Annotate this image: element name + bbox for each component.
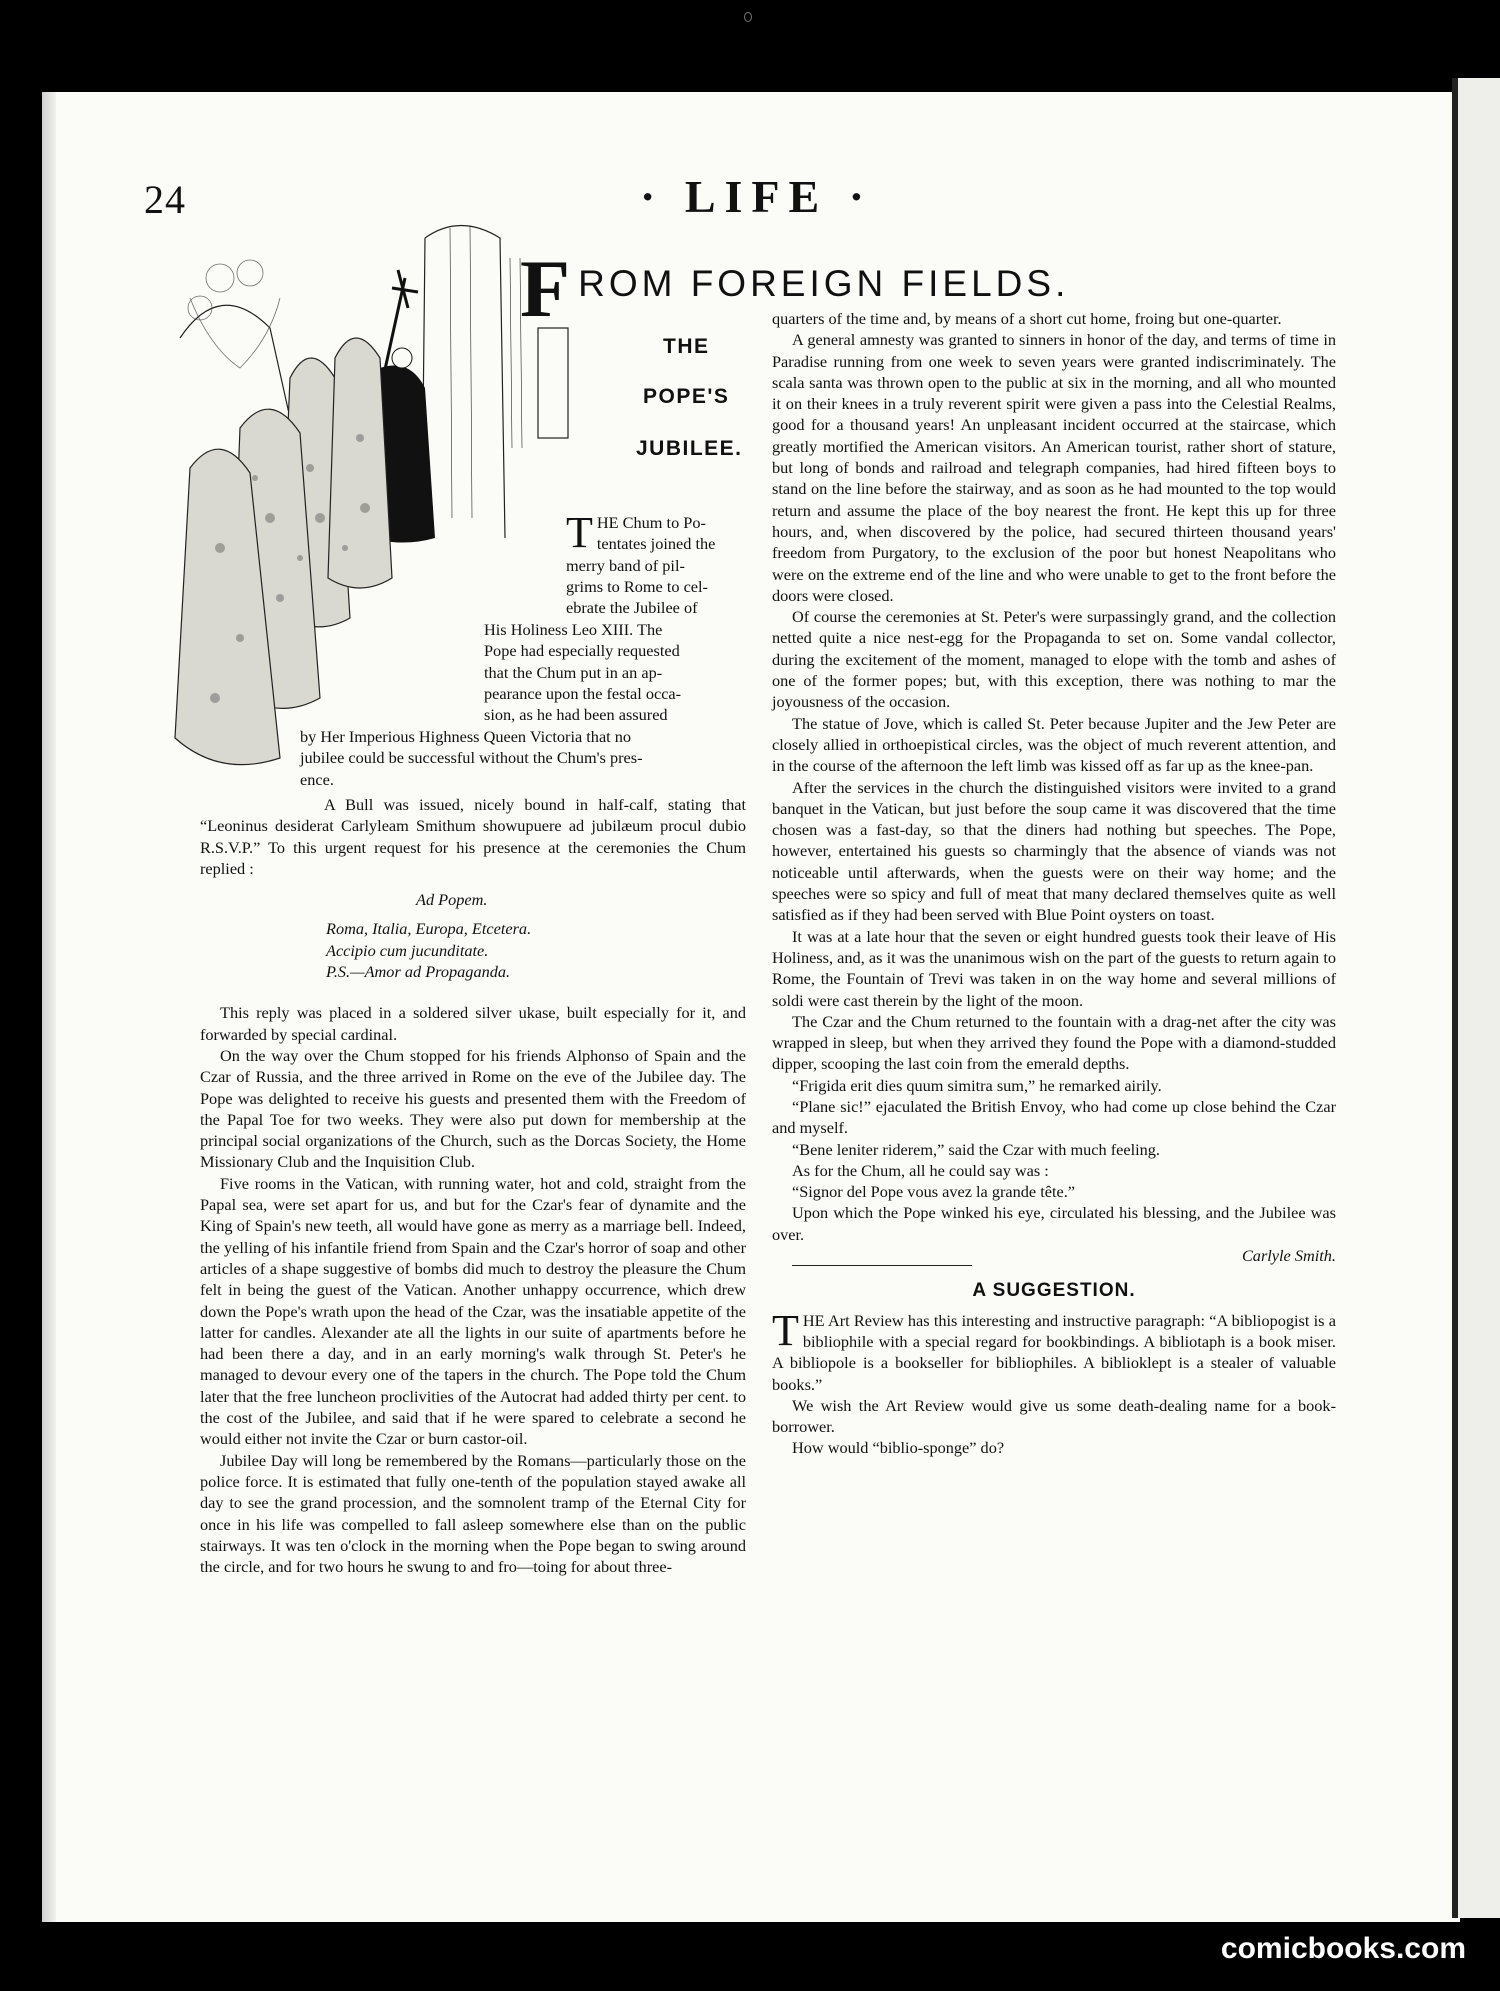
wrap-line: grims to Rome to cel-: [566, 576, 708, 596]
subhead-the: THE: [663, 335, 710, 358]
wrap-line: tentates joined the: [596, 534, 716, 554]
page-number: 24: [144, 177, 186, 222]
poem-line: Accipio cum jucunditate.: [326, 940, 489, 960]
right-paragraph: “Plane sic!” ejaculated the British Envoy, who had come up close behind the Czar and myself.: [772, 1096, 1336, 1138]
right-paragraph: The Czar and the Chum returned to the fountain with a drag-net after the city was wrapped in sleep, but when they arrived they found the Pope with a diamond-studded dipper, scooping the last coin from the emerald depths.: [772, 1011, 1336, 1074]
right-paragraph: A general amnesty was granted to sinners in honor of the day, and terms of time in Paradise running from one week to seven years were granted indiscriminately. The scala santa was thrown open to the public at six in the morning, and all who mounted it on their knees in a truly reverent spirit were given a pass into the Celestial Realms, good for a thousand years! An unpleasant incident occurred at the staircase, which greatly mortified the American visitors. An American tourist, rather short of stature, but long of bonds and railroad and telegraph companies, had hired fifteen boys to stand on the line before the stairway, and as soon as he had mounted to the top would return and assume the place of the boy nearest the front. He kept this up for three hours, and, when discovered by the police, had secured thirteen thousand years' freedom from Purgatory, to the exclusion of the poor but honest Neapolitans who were on the extreme end of the line and who were unable to get to the front before the doors were closed.: [772, 330, 1336, 605]
signoff-row: [772, 1245, 1336, 1266]
opening-paragraph-wrap-b: [484, 619, 746, 725]
subhead-jubilee: JUBILEE.: [636, 437, 743, 460]
wrap-line: HE Chum to Po-: [596, 513, 706, 532]
opening-paragraph-wrap-c: [300, 726, 746, 790]
wrap-line: pearance upon the festal occa-: [484, 683, 682, 703]
page-gutter-shadow: [42, 92, 56, 1922]
right-paragraph: “Signor del Pope vous avez la grande tête.”: [792, 1182, 1076, 1202]
subhead-popes: POPE'S: [643, 385, 730, 408]
watermark: comicbooks.com: [1220, 1932, 1466, 1965]
latin-reply: [200, 889, 746, 982]
wrap-line: by Her Imperious Highness Queen Victoria that no: [300, 727, 632, 746]
masthead: · LIFE ·: [640, 171, 874, 222]
poem-line: Roma, Italia, Europa, Etcetera.: [326, 919, 532, 939]
right-paragraph: “Frigida erit dies quum simitra sum,” he remarked airily.: [792, 1075, 1162, 1095]
wrap-line: jubilee could be successful without the Chum's pres-: [300, 748, 643, 768]
wrap-line: merry band of pil-: [566, 555, 685, 575]
left-column: [200, 794, 746, 1577]
right-paragraph: After the services in the church the distinguished visitors were invited to a grand banquet in the Vatican, but just before the soup came it was discovered that the time chosen was a fast-day, so that the diners had nothing but speeches. The Pope, however, entertained his guests so charmingly that the absence of viands was not noticeable until afterwards, when the guests were on their way home; and the speeches were so spicy and full of meat that many declared themselves quite as well satisfied as if they had been served with Blue Point oysters on toast.: [772, 777, 1336, 925]
headline-drop-letter: F: [520, 243, 575, 334]
headline-rest: ROM FOREIGN FIELDS.: [578, 263, 1070, 304]
left-paragraph: Jubilee Day will long be remembered by the Romans—particularly those on the police force. It is estimated that fully one-tenth of the population stayed awake all day to see the grand procession, and the somnolent tramp of the Eternal City for once in his life was compelled to fall asleep somewhere else than on the public stairways. It was ten o'clock in the morning when the Pope began to swing around the circle, and for two hours he swung to and fro—toing for about three-: [200, 1450, 746, 1577]
right-paragraph: “Bene leniter riderem,” said the Czar with much feeling.: [792, 1139, 1160, 1159]
next-page-edge: [1452, 78, 1500, 1918]
wrap-line: His Holiness Leo XIII. The: [484, 620, 663, 639]
scan-mark: [744, 12, 752, 22]
right-paragraph: The statue of Jove, which is called St. Peter because Jupiter and the Jew Peter are closely allied in orthoepistical circles, was the object of much reverent attention, and in the course of the afternoon the left limb was kissed off as far up as the knee-pan.: [772, 713, 1336, 776]
right-paragraph: It was at a late hour that the seven or eight hundred guests took their leave of His Holiness, and, as it was the unanimous wish on the part of the guests to return again to Rome, the Fountain of Trevi was taken in on the way home and several millions of soldi were cast therein by the light of the moon.: [772, 926, 1336, 1010]
right-column: [772, 308, 1336, 1459]
author-signature: Carlyle Smith.: [1241, 1246, 1336, 1266]
left-paragraph: On the way over the Chum stopped for his friends Alphonso of Spain and the Czar of Russia, and the three arrived in Rome on the eve of the Jubilee day. The Pope was delighted to receive his guests and presented them with the Freedom of the Papal Toe for two weeks. They were also put down for membership at the principal social organizations of the Church, such as the Dorcas Society, the Home Missionary Club and the Inquisition Club.: [200, 1045, 746, 1172]
section-rule: [792, 1253, 972, 1266]
opening-paragraph-wrap: [566, 508, 746, 618]
drop-cap-t: T: [566, 508, 593, 557]
suggestion-paragraph: THE Art Review has this interesting and instructive paragraph: “A bibliopogist is a bibliophile with a special regard for bookbindings. A bibliotaph is a book miser. A bibliopole is a bookseller for bibliophiles. A biblioklept is a stealer of valuable books.”: [772, 1305, 1336, 1394]
right-paragraph: As for the Chum, all he could say was :: [792, 1160, 1049, 1180]
wrap-line: sion, as he had been assured: [484, 705, 668, 725]
right-paragraph: Of course the ceremonies at St. Peter's were surpassingly grand, and the collection netted quite a nice nest-egg for the Propaganda to set on. Some vandal collector, during the excitement of the moment, managed to elope with the tomb and ashes of one of the former popes; but, with this exception, there was nothing to mar the joyousness of the occasion.: [772, 607, 1336, 712]
wrap-line: that the Chum put in an ap-: [484, 662, 663, 682]
poem-line: P.S.—Amor ad Propaganda.: [326, 962, 511, 982]
suggestion-title: A SUGGESTION.: [972, 1280, 1136, 1302]
bull-paragraph: A Bull was issued, nicely bound in half-calf, stating that “Leoninus desiderat Carlyleam Smithum showupuere ad jubilæum procul dubio R.S.V.P.” To this urgent request for his presence at the ceremonies the Chum replied :: [200, 795, 746, 878]
poem-line: Ad Popem.: [416, 890, 488, 910]
wrap-line: ebrate the Jubilee of: [566, 598, 698, 618]
suggestion-paragraph: How would “biblio-sponge” do?: [792, 1438, 1005, 1458]
drop-cap-t-2: T: [772, 1305, 799, 1355]
closing-paragraph: Upon which the Pope winked his eye, circulated his blessing, and the Jubilee was over.: [772, 1203, 1336, 1244]
wrap-line: ence.: [300, 769, 334, 789]
right-paragraph: quarters of the time and, by means of a short cut home, froing but one-quarter.: [772, 309, 1282, 328]
left-paragraph: This reply was placed in a soldered silver ukase, built especially for it, and forwarded by special cardinal.: [200, 1003, 746, 1044]
wrap-line: Pope had especially requested: [484, 641, 680, 661]
left-paragraph: Five rooms in the Vatican, with running water, hot and cold, straight from the Papal sea, were set apart for us, and but for the Czar's fear of dynamite and the King of Spain's new teeth, all would have gone as merry as a marriage bell. Indeed, the yelling of his infantile friend from Spain and the Czar's horror of soap and other articles of a shape suggestive of bombs did much to destroy the pleasure the Chum felt in being the guest of the Vatican. Another unhappy occurrence, which drew down the Pope's wrath upon the head of the Czar, was the insatiable appetite of the latter for candles. Alexander ate all the lights in our suite of apartments before he had been there a day, and in an early morning's walk through St. Peter's he managed to devour every one of the tapers in the church. The Pope told the Chum later that the free luncheon proclivities of the Autocrat had added thirty per cent. to the cost of the Jubilee, and said that if he were spared to celebrate a second he would either not invite the Czar or burn castor-oil.: [200, 1173, 746, 1449]
suggestion-paragraph: We wish the Art Review would give us some death-dealing name for a book-borrower.: [772, 1395, 1336, 1437]
